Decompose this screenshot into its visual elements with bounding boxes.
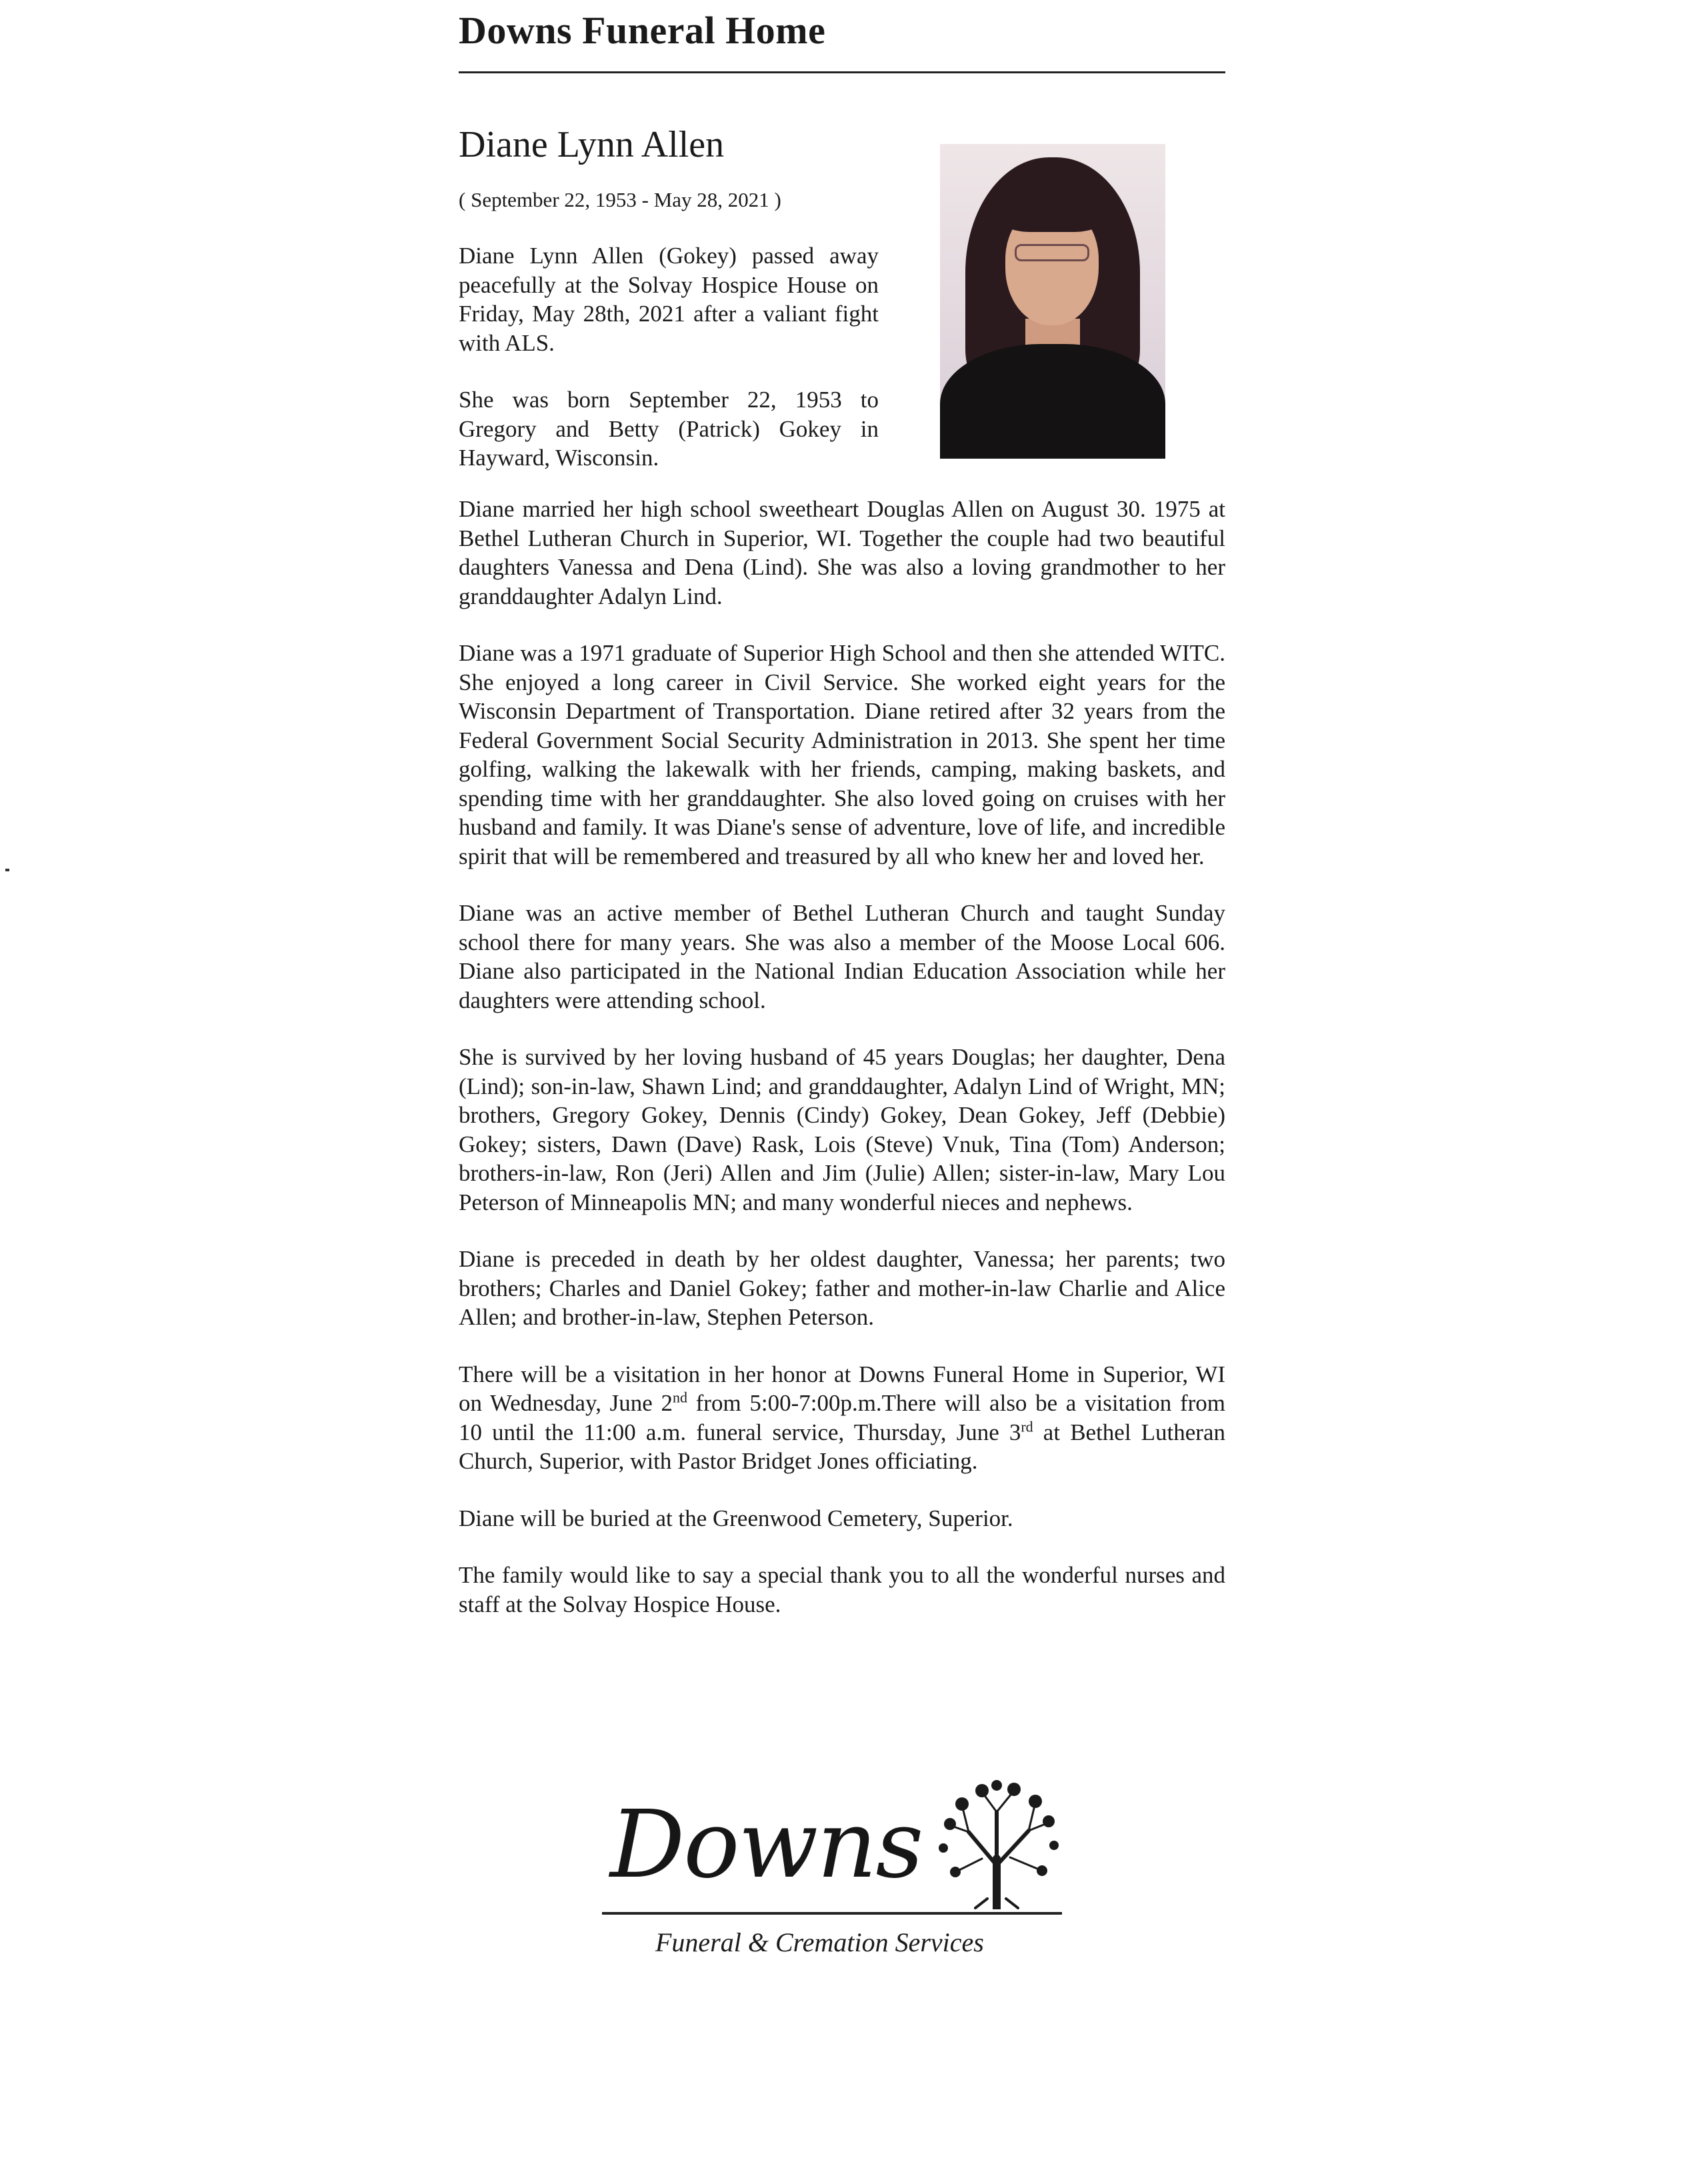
deceased-name: Diane Lynn Allen (459, 124, 725, 165)
logo-tagline: Funeral & Cremation Services (655, 1927, 984, 1957)
downs-logo (602, 1779, 1069, 1972)
funeral-home-title: Downs Funeral Home (459, 9, 826, 52)
life-dates: ( September 22, 1953 - May 28, 2021 ) (459, 188, 781, 211)
tree-icon (935, 1779, 1062, 1909)
portrait-bangs (999, 185, 1105, 232)
portrait-glasses (1015, 244, 1089, 261)
burial-paragraph: Diane will be buried at the Greenwood Cemetery, Superior. (459, 1505, 1013, 1531)
obituary-body (459, 495, 1225, 1647)
header-divider (459, 71, 1225, 73)
body-paragraph: Diane is preceded in death by her oldest daughter, Vanessa; her parents; two brothers; Charles and Daniel Gokey; father and mother-in-law Charlie and Alice Allen; and brother-in-law, Stephen Peterson. (459, 1246, 1225, 1330)
intro-section (459, 241, 879, 501)
visitation-text: at Bethel Lutheran Church, Superior, with Pastor Bridget Jones officiating. (459, 1419, 1225, 1474)
logo-wordmark: Downs (610, 1791, 923, 1899)
body-paragraph: Diane was an active member of Bethel Lutheran Church and taught Sunday school there for many years. She was also a member of the Moose Local 606. Diane also participated in the National Indian Education Association while her daughters were attending school. (459, 900, 1225, 1013)
visitation-text: from 5:00-7:00p.m.There will also be a visitation from 10 until the 11:00 a.m. funeral service, Thursday, June 3 (459, 1390, 1225, 1445)
intro-paragraph: She was born September 22, 1953 to Gregory and Betty (Patrick) Gokey in Hayward, Wisconsin. (459, 387, 879, 471)
body-paragraph: Diane was a 1971 graduate of Superior High School and then she attended WITC. She enjoyed a long career in Civil Service. She worked eight years for the Wisconsin Department of Transportation. Diane retired after 32 years from the Federal Government Social Security Administration in 2013. She spent her time golfing, walking the lakewalk with her friends, camping, making baskets, and spending time with her granddaughter. She also loved going on cruises with her husband and family. It was Diane's sense of adventure, love of life, and incredible spirit that will be remembered and treasured by all who knew her and loved her. (459, 640, 1225, 869)
thanks-paragraph: The family would like to say a special thank you to all the wonderful nurses and staff at the Solvay Hospice House. (459, 1562, 1225, 1617)
body-paragraph: She is survived by her loving husband of 45 years Douglas; her daughter, Dena (Lind); son-in-law, Shawn Lind; and granddaughter, Adalyn Lind of Wright, MN; brothers, Gregory Gokey, Dennis (Cindy) Gokey, Dean Gokey, Jeff (Debbie) Gokey; sisters, Dawn (Dave) Rask, Lois (Steve) Vnuk, Tina (Tom) Anderson; brothers-in-law, Ron (Jeri) Allen and Jim (Julie) Allen; sister-in-law, Mary Lou Peterson of Minneapolis MN; and many wonderful nieces and nephews. (459, 1044, 1225, 1215)
portrait-photo (940, 144, 1165, 459)
portrait-body (940, 344, 1165, 459)
intro-paragraph: Diane Lynn Allen (Gokey) passed away peacefully at the Solvay Hospice House on Friday, May 28th, 2021 after a valiant fight with ALS. (459, 243, 879, 356)
logo-divider (602, 1912, 1062, 1915)
ordinal-suffix: nd (672, 1389, 687, 1406)
body-paragraph: Diane married her high school sweetheart Douglas Allen on August 30. 1975 at Bethel Lutheran Church in Superior, WI. Together the couple had two beautiful daughters Vanessa and Dena (Lind). She was also a loving grandmother to her granddaughter Adalyn Lind. (459, 496, 1225, 609)
visitation-paragraph (459, 1360, 1225, 1476)
ordinal-suffix: rd (1021, 1417, 1033, 1435)
scan-speck (5, 869, 9, 871)
visitation-text: There will be a visitation in her honor at Downs Funeral Home in Superior, WI on Wednesday, June 2 (459, 1361, 1225, 1416)
